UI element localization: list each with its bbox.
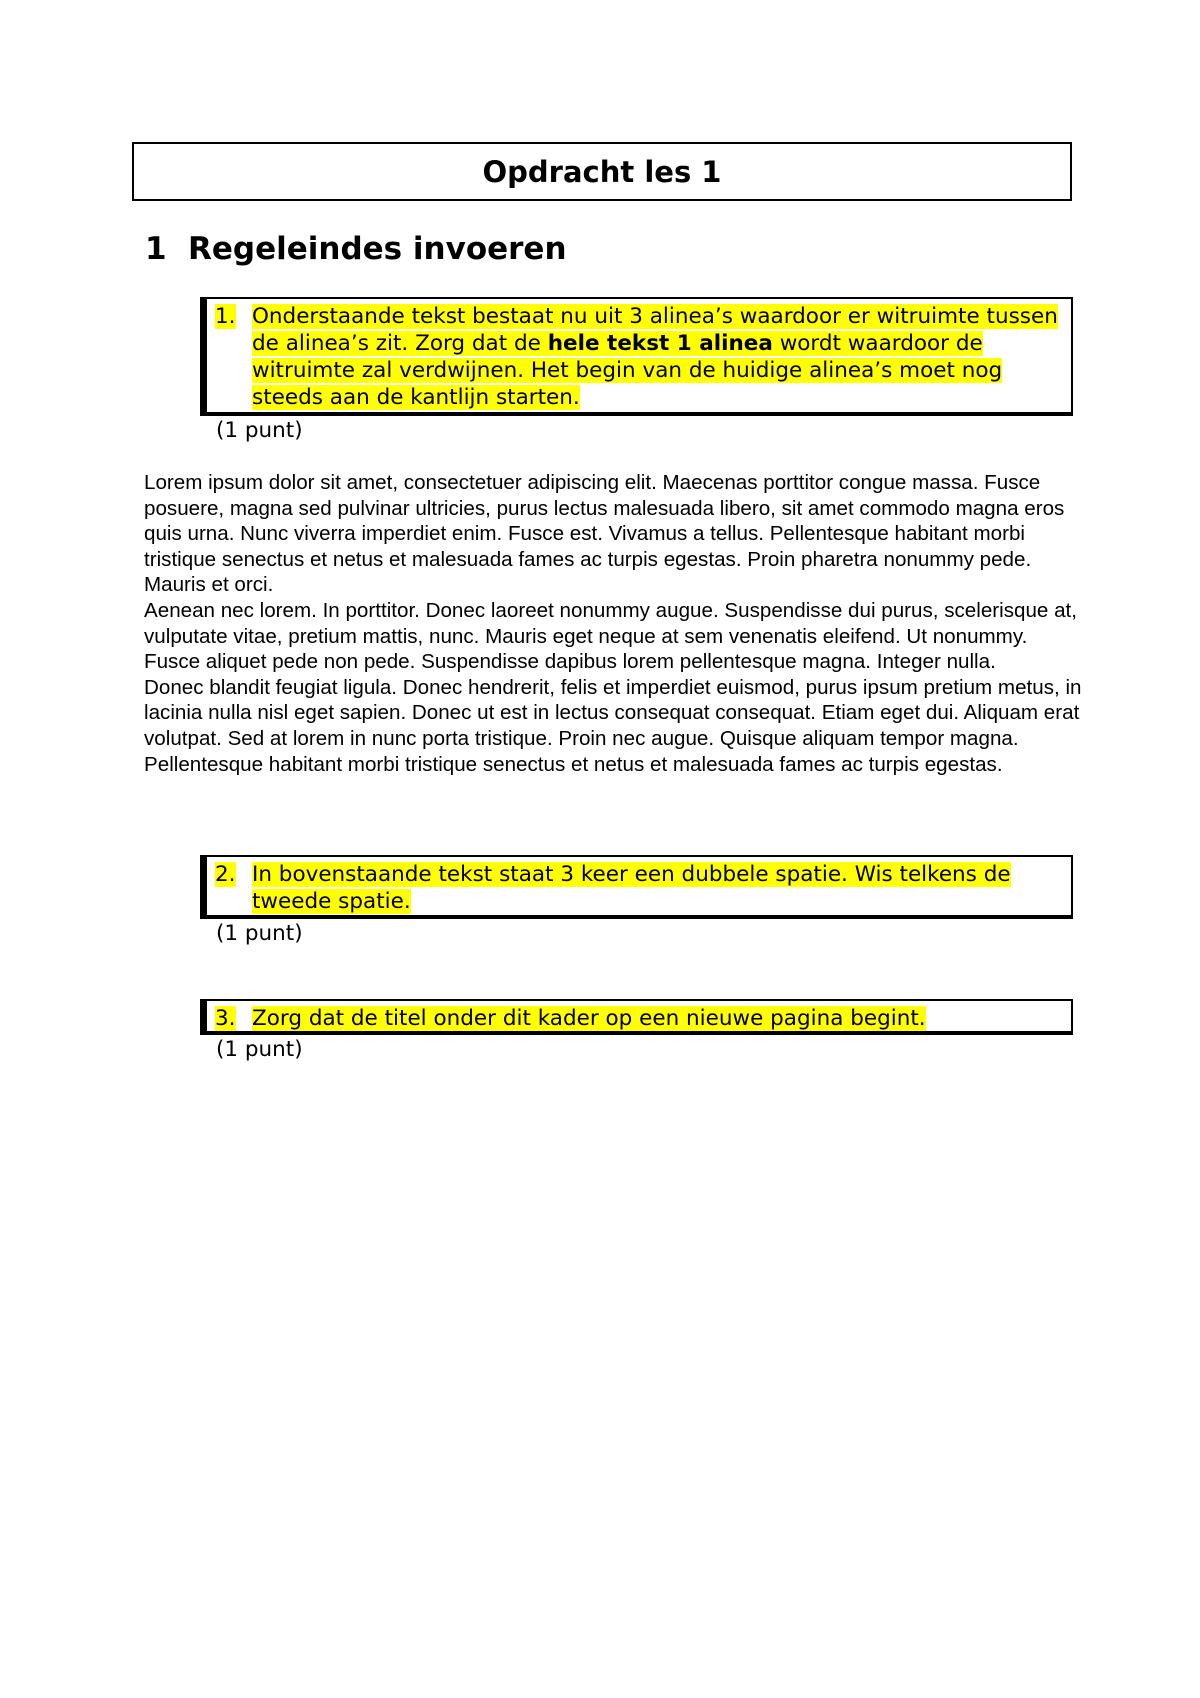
task-number: 2.	[215, 862, 236, 887]
paragraph-1: Lorem ipsum dolor sit amet, consectetuer adipiscing elit. Maecenas porttitor congue massa. Fusce posuere, magna sed pulvinar ultricies, purus lectus malesuada libero, sit amet commodo magna eros quis urna. Nunc viverra imperdiet enim. Fusce est. Vivamus a tellus. Pellentesque habitant morbi tristique senectus et netus et malesuada fames ac turpis egestas. Proin pharetra nonummy pede. Mauris et orci.	[144, 471, 1065, 597]
paragraph-2: Aenean nec lorem. In porttitor. Donec laoreet nonummy augue. Suspendisse dui purus, scelerisque at, vulputate vitae, pretium mattis, nunc. Mauris eget neque at sem venenatis eleifend. Ut nonummy. Fusce aliquet pede non pede. Suspendisse dapibus lorem pellentesque magna. Integer nulla.	[144, 598, 1077, 674]
task-text-part: Onderstaande tekst bestaat nu uit 3 alinea’s waardoor er witruimte tussen de alinea’s zit. Zorg dat de	[252, 304, 1058, 356]
document-title: Opdracht les 1	[482, 154, 722, 189]
task-item-1	[215, 303, 1063, 411]
task-text-part: Zorg dat de titel onder dit kader op een nieuwe pagina begint.	[252, 1006, 926, 1031]
section-heading	[145, 231, 567, 267]
task-item-2	[215, 861, 1063, 915]
task-item-3	[215, 1005, 1063, 1032]
points-label-2: (1 punt)	[216, 921, 303, 946]
task-number: 3.	[215, 1006, 236, 1031]
task-text-part: wordt waardoor de witruimte zal verdwijnen. Het begin van de huidige alinea’s moet nog steeds aan de kantlijn starten.	[252, 331, 1003, 410]
task-number: 1.	[215, 304, 236, 329]
task-box-3	[200, 999, 1073, 1035]
section-number: 1	[145, 231, 167, 267]
task-text-bold: hele tekst 1 alinea	[547, 331, 773, 356]
task-box-1	[200, 297, 1073, 416]
task-box-2	[200, 855, 1073, 919]
task-text	[252, 861, 1063, 915]
task-text-part: In bovenstaande tekst staat 3 keer een dubbele spatie. Wis telkens de tweede spatie.	[252, 862, 1011, 914]
points-label-3: (1 punt)	[216, 1037, 303, 1062]
body-text	[144, 470, 1084, 777]
title-box	[132, 142, 1072, 201]
task-text	[252, 303, 1063, 411]
task-text	[252, 1005, 1063, 1032]
paragraph-3: Donec blandit feugiat ligula. Donec hendrerit, felis et imperdiet euismod, purus ipsum pretium metus, in lacinia nulla nisl eget sapien. Donec ut est in lectus consequat consequat. Etiam eget dui. Aliquam erat volutpat. Sed at lorem in nunc porta tristique. Proin nec augue. Quisque aliquam tempor magna. Pellentesque habitant morbi tristique senectus et netus et malesuada fames ac turpis egestas.	[144, 675, 1082, 776]
section-heading-text: Regeleindes invoeren	[188, 231, 567, 267]
points-label-1: (1 punt)	[216, 418, 303, 443]
